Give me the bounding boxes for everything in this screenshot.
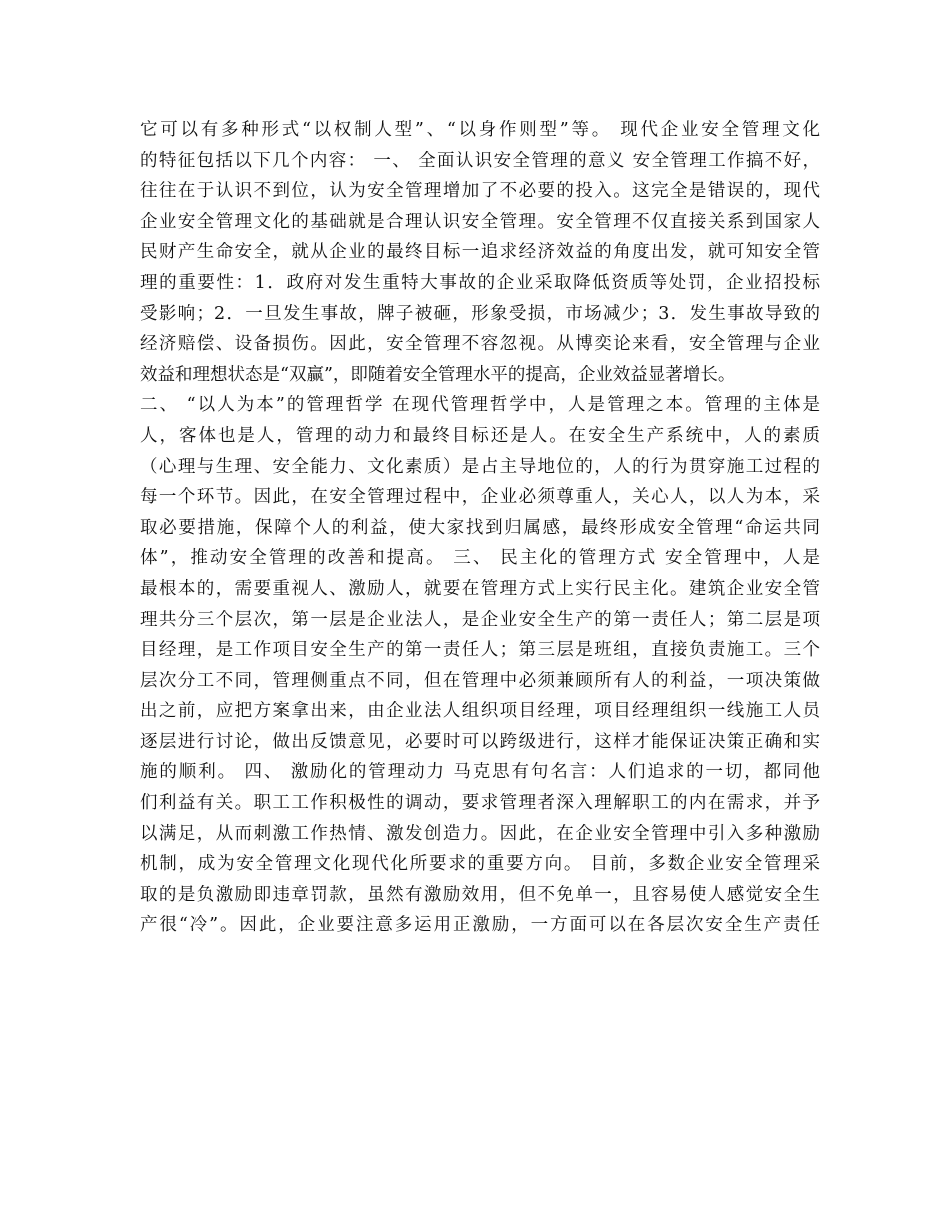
text-line: 经济赔偿、设备损伤。因此，安全管理不容忽视。从博奕论来看，安全管理与企业: [140, 334, 820, 355]
body-text: [140, 115, 820, 941]
text-line: 它可以有多种形式“以权制人型”、“以身作则型”等。 现代企业安全管理文化: [140, 120, 820, 140]
text-line: 人，客体也是人，管理的动力和最终目标还是人。在安全生产系统中，人的素质: [140, 425, 820, 446]
text-line: 理共分三个层次，第一层是企业法人，是企业安全生产的第一责任人；第二层是项: [140, 609, 820, 630]
text-line: （心理与生理、安全能力、文化素质）是占主导地位的，人的行为贯穿施工过程的: [140, 456, 820, 477]
text-line: 以满足，从而刺激工作热情、激发创造力。因此，在企业安全管理中引入多种激励: [140, 823, 820, 844]
text-line: 取必要措施，保障个人的利益，使大家找到归属感，最终形成安全管理“命运共同: [140, 517, 820, 538]
text-line: 每一个环节。因此，在安全管理过程中，企业必须尊重人，关心人，以人为本，采: [140, 487, 820, 508]
text-line: 效益和理想状态是“双赢”，即随着安全管理水平的提高，企业效益显著增长。: [140, 364, 736, 385]
text-line: 民财产生命安全，就从企业的最终目标一追求经济效益的角度出发，就可知安全管: [140, 242, 820, 263]
text-line: 施的顺利。 四、 激励化的管理动力 马克思有句名言：人们追求的一切，都同他: [140, 762, 820, 783]
text-line: 出之前，应把方案拿出来，由企业法人组织项目经理，项目经理组织一线施工人员: [140, 701, 820, 722]
text-line: 取的是负激励即违章罚款，虽然有激励效用，但不免单一，且容易使人感觉安全生: [140, 884, 820, 905]
text-line: 目经理，是工作项目安全生产的第一责任人；第三层是班组，直接负责施工。三个: [140, 640, 820, 661]
text-line: 企业安全管理文化的基础就是合理认识安全管理。安全管理不仅直接关系到国家人: [140, 211, 820, 232]
text-line: 受影响；2．一旦发生事故，牌子被砸，形象受损，市场减少；3．发生事故导致的: [140, 303, 820, 324]
text-line: 机制，成为安全管理文化现代化所要求的重要方向。 目前，多数企业安全管理采: [140, 854, 820, 875]
text-line: 层次分工不同，管理侧重点不同，但在管理中必须兼顾所有人的利益，一项决策做: [140, 670, 820, 691]
text-line: 们利益有关。职工工作积极性的调动，要求管理者深入理解职工的内在需求，并予: [140, 793, 820, 814]
text-line: 的特征包括以下几个内容： 一、 全面认识安全管理的意义 安全管理工作搞不好，: [140, 150, 820, 171]
text-line: 逐层进行讨论，做出反馈意见，必要时可以跨级进行，这样才能保证决策正确和实: [140, 731, 820, 752]
text-line: 产很“冷”。因此，企业要注意多运用正激励，一方面可以在各层次安全生产责任: [140, 915, 820, 936]
text-line: 体”，推动安全管理的改善和提高。 三、 民主化的管理方式 安全管理中，人是: [140, 548, 820, 569]
text-line: 往往在于认识不到位，认为安全管理增加了不必要的投入。这完全是错误的，现代: [140, 181, 820, 202]
text-line: 最根本的，需要重视人、激励人，就要在管理方式上实行民主化。建筑企业安全管: [140, 578, 820, 599]
text-line: 理的重要性：1．政府对发生重特大事故的企业采取降低资质等处罚，企业招投标: [140, 272, 820, 293]
text-line: 二、 “以人为本”的管理哲学 在现代管理哲学中，人是管理之本。管理的主体是: [140, 395, 820, 416]
